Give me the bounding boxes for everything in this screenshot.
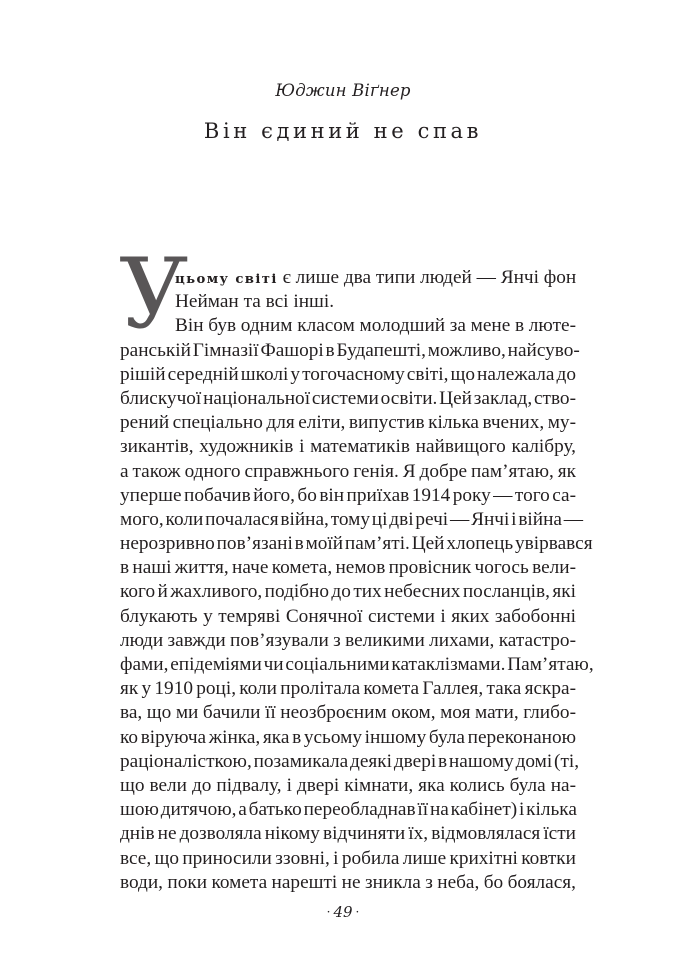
text-line: як у 1910 році, коли пролітала комета Галлея, така яскра-	[120, 678, 576, 700]
text-line: блискучої національної системи освіти. Цей заклад, ство-	[120, 387, 576, 409]
chapter-title: Він єдиний не спав	[203, 119, 483, 143]
text-line: рений спеціально для еліти, випустив кілька вчених, му-	[120, 412, 576, 434]
text-line: шою дитячою, а батько переобладнав її на кабінет) і кілька	[120, 799, 577, 821]
body-text	[120, 266, 594, 895]
text-line: рішій середній школі у тогочасному світі, що належала до	[120, 363, 576, 385]
folio-ornament-left: ·	[326, 905, 331, 919]
text-line: кого й жахливого, подібно до тих небесних посланців, які	[120, 581, 576, 603]
text-line: що вели до підвалу, і двері кімнати, яка колись була на-	[120, 774, 576, 796]
text-line: уперше побачив його, бо він приїхав 1914 року — того са-	[120, 484, 576, 506]
text-line: ва, що ми бачили її неозброєним оком, моя мати, глибо-	[120, 702, 576, 724]
text-line: фами, епідеміями чи соціальними катаклізмами. Пам’ятаю,	[120, 654, 594, 675]
text-line: а також одного справжнього генія. Я добре пам’ятаю, як	[120, 460, 576, 482]
text-line: ранській Гімназії Фашорі в Будапешті, можливо, найсуво-	[120, 339, 580, 361]
text-line: все, що приносили ззовні, і робила лише крихітні ковтки	[120, 847, 576, 869]
chapter-author: Юджин Віґнер	[275, 81, 411, 100]
text-line: ко віруюча жінка, яка в усьому іншому була переконаною	[120, 726, 576, 748]
text-line: води, поки комета нарешті не зникла з неба, бо боялася,	[120, 871, 576, 893]
text-line: Нейман та всі інші.	[175, 291, 335, 313]
page-number	[0, 903, 686, 921]
page-number-value: 49	[333, 903, 353, 921]
drop-cap: У	[119, 238, 189, 350]
text-line: зикантів, художників і математиків найвищого калібру,	[120, 436, 576, 458]
text-line: в наші життя, наче комета, немов провісник чогось вели-	[120, 557, 576, 579]
text-line: блукають у темряві Сонячної системи і яких забобонні	[120, 605, 576, 627]
text-line: цьому світі є лише два типи людей — Янчі фон	[175, 267, 577, 288]
text-line: люди завжди пов’язували з великими лихами, катастро-	[120, 629, 576, 651]
text-line: днів не дозволяла нікому відчиняти їх, відмовлялася їсти	[120, 823, 576, 845]
text-line: нерозривно пов’язані в моїй пам’яті. Цей хлопець увірвався	[120, 533, 593, 555]
text-line: Він був одним класом молодший за мене в люте-	[175, 315, 576, 337]
text-line: мого, коли почалася війна, тому ці дві речі — Янчі і війна —	[120, 508, 584, 530]
lead-in-smallcaps: цьому світі	[175, 272, 278, 287]
folio-ornament-right: ·	[355, 905, 360, 919]
text-line: раціоналісткою, позамикала деякі двері в нашому домі (ті,	[120, 750, 580, 772]
